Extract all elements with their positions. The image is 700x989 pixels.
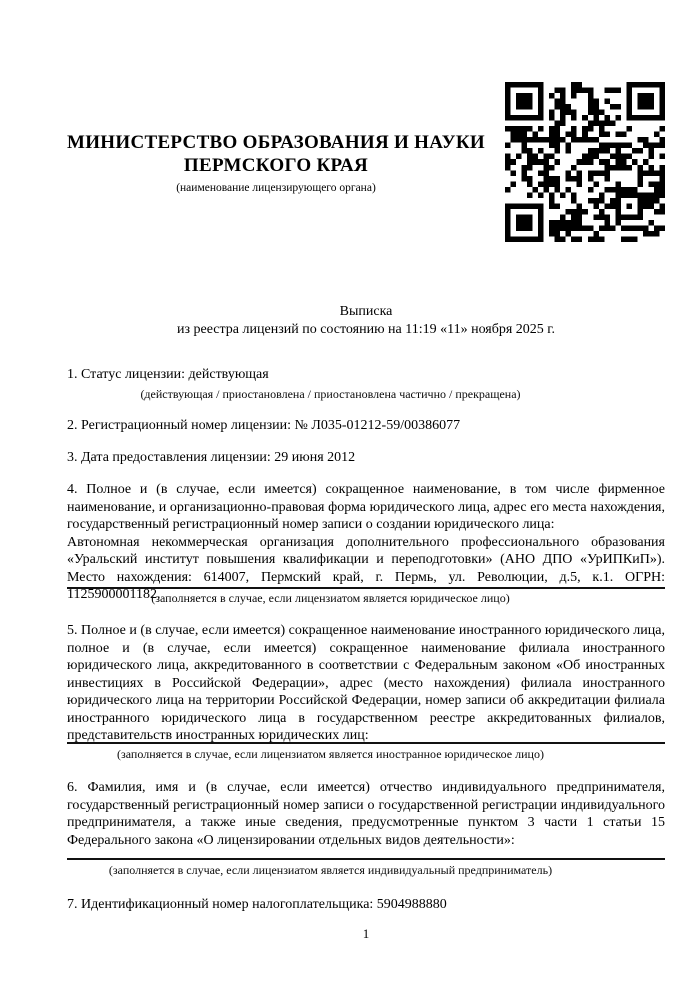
item-foreign-entity: 5. Полное и (в случае, если имеется) сокращенное наименование иностранного юридического лица, полное и (в случае, если имеется) сокращенное наименование филиала иностранного юридического лица, аккредитованного в соответствии с Федеральным законом «Об иностранных инвестициях в Российской Федерации», адрес (место нахождения) филиала иностранного юридического лица на территории Российской Федерации, номер записи об аккредитации филиала иностранного юридического лица в государственном реестре аккредитованных филиалов, представительств иностранных юридических лиц: [67, 623, 665, 743]
document-title [67, 303, 665, 339]
qr-code-image [505, 82, 665, 242]
item-individual-entrepreneur: 6. Фамилия, имя и (в случае, если имеется) отчество индивидуального предпринимателя, государственный регистрационный номер записи о государственной регистрации индивидуального предпринимателя, а также иные сведения, предусмотренные пунктом 3 части 1 статьи 15 Федерального закона «О лицензировании отдельных видов деятельности»: [67, 780, 665, 848]
item-legal-entity-value: Автономная некоммерческая организация дополнительного профессионального образования «Уральский институт повышения квалификации и переподготовки» (АНО ДПО «УрИПКиП»). Место нахождения: 614007, Пермский край, г. Пермь, ул. Революции, д.5, к.1. ОГРН: 1125900001182. [67, 534, 665, 602]
document-title-line2: из реестра лицензий по состоянию на 11:19 «11» ноября 2025 г. [177, 322, 555, 337]
licensing-authority-note: (наименование лицензирующего органа) [176, 182, 376, 194]
item-taxpayer-number: 7. Идентификационный номер налогоплательщика: 5904988880 [67, 897, 447, 912]
ministry-name-line1: МИНИСТЕРСТВО ОБРАЗОВАНИЯ И НАУКИ [66, 132, 486, 153]
licensing-authority-header [60, 131, 492, 195]
item-legal-entity-note: (заполняется в случае, если лицензиатом является юридическое лицо) [151, 591, 510, 605]
qr-code [505, 82, 665, 242]
item-license-status-note: (действующая / приостановлена / приостановлена частично / прекращена) [140, 387, 521, 401]
fill-line-legal-entity [67, 587, 665, 589]
item-foreign-entity-note: (заполняется в случае, если лицензиатом является иностранное юридическое лицо) [117, 747, 544, 761]
item-individual-note: (заполняется в случае, если лицензиатом является индивидуальный предприниматель) [108, 863, 553, 877]
item-registration-number: 2. Регистрационный номер лицензии: № Л035-01212-59/00386077 [67, 418, 461, 433]
document-title-line1: Выписка [339, 304, 393, 319]
page-number: 1 [362, 926, 370, 941]
item-legal-entity [67, 481, 665, 604]
item-license-status: 1. Статус лицензии: действующая [67, 367, 269, 382]
item-grant-date: 3. Дата предоставления лицензии: 29 июня 2012 [67, 450, 356, 465]
fill-line-individual [67, 858, 665, 860]
ministry-name-line2: ПЕРМСКОГО КРАЯ [183, 155, 369, 176]
fill-line-foreign-entity [67, 742, 665, 744]
item-legal-entity-label: 4. Полное и (в случае, если имеется) сокращенное наименование, в том числе фирменное наименование, и организационно-правовая форма юридического лица, адрес его места нахождения, государственный регистрационный номер записи о создании юридического лица: [67, 482, 665, 532]
